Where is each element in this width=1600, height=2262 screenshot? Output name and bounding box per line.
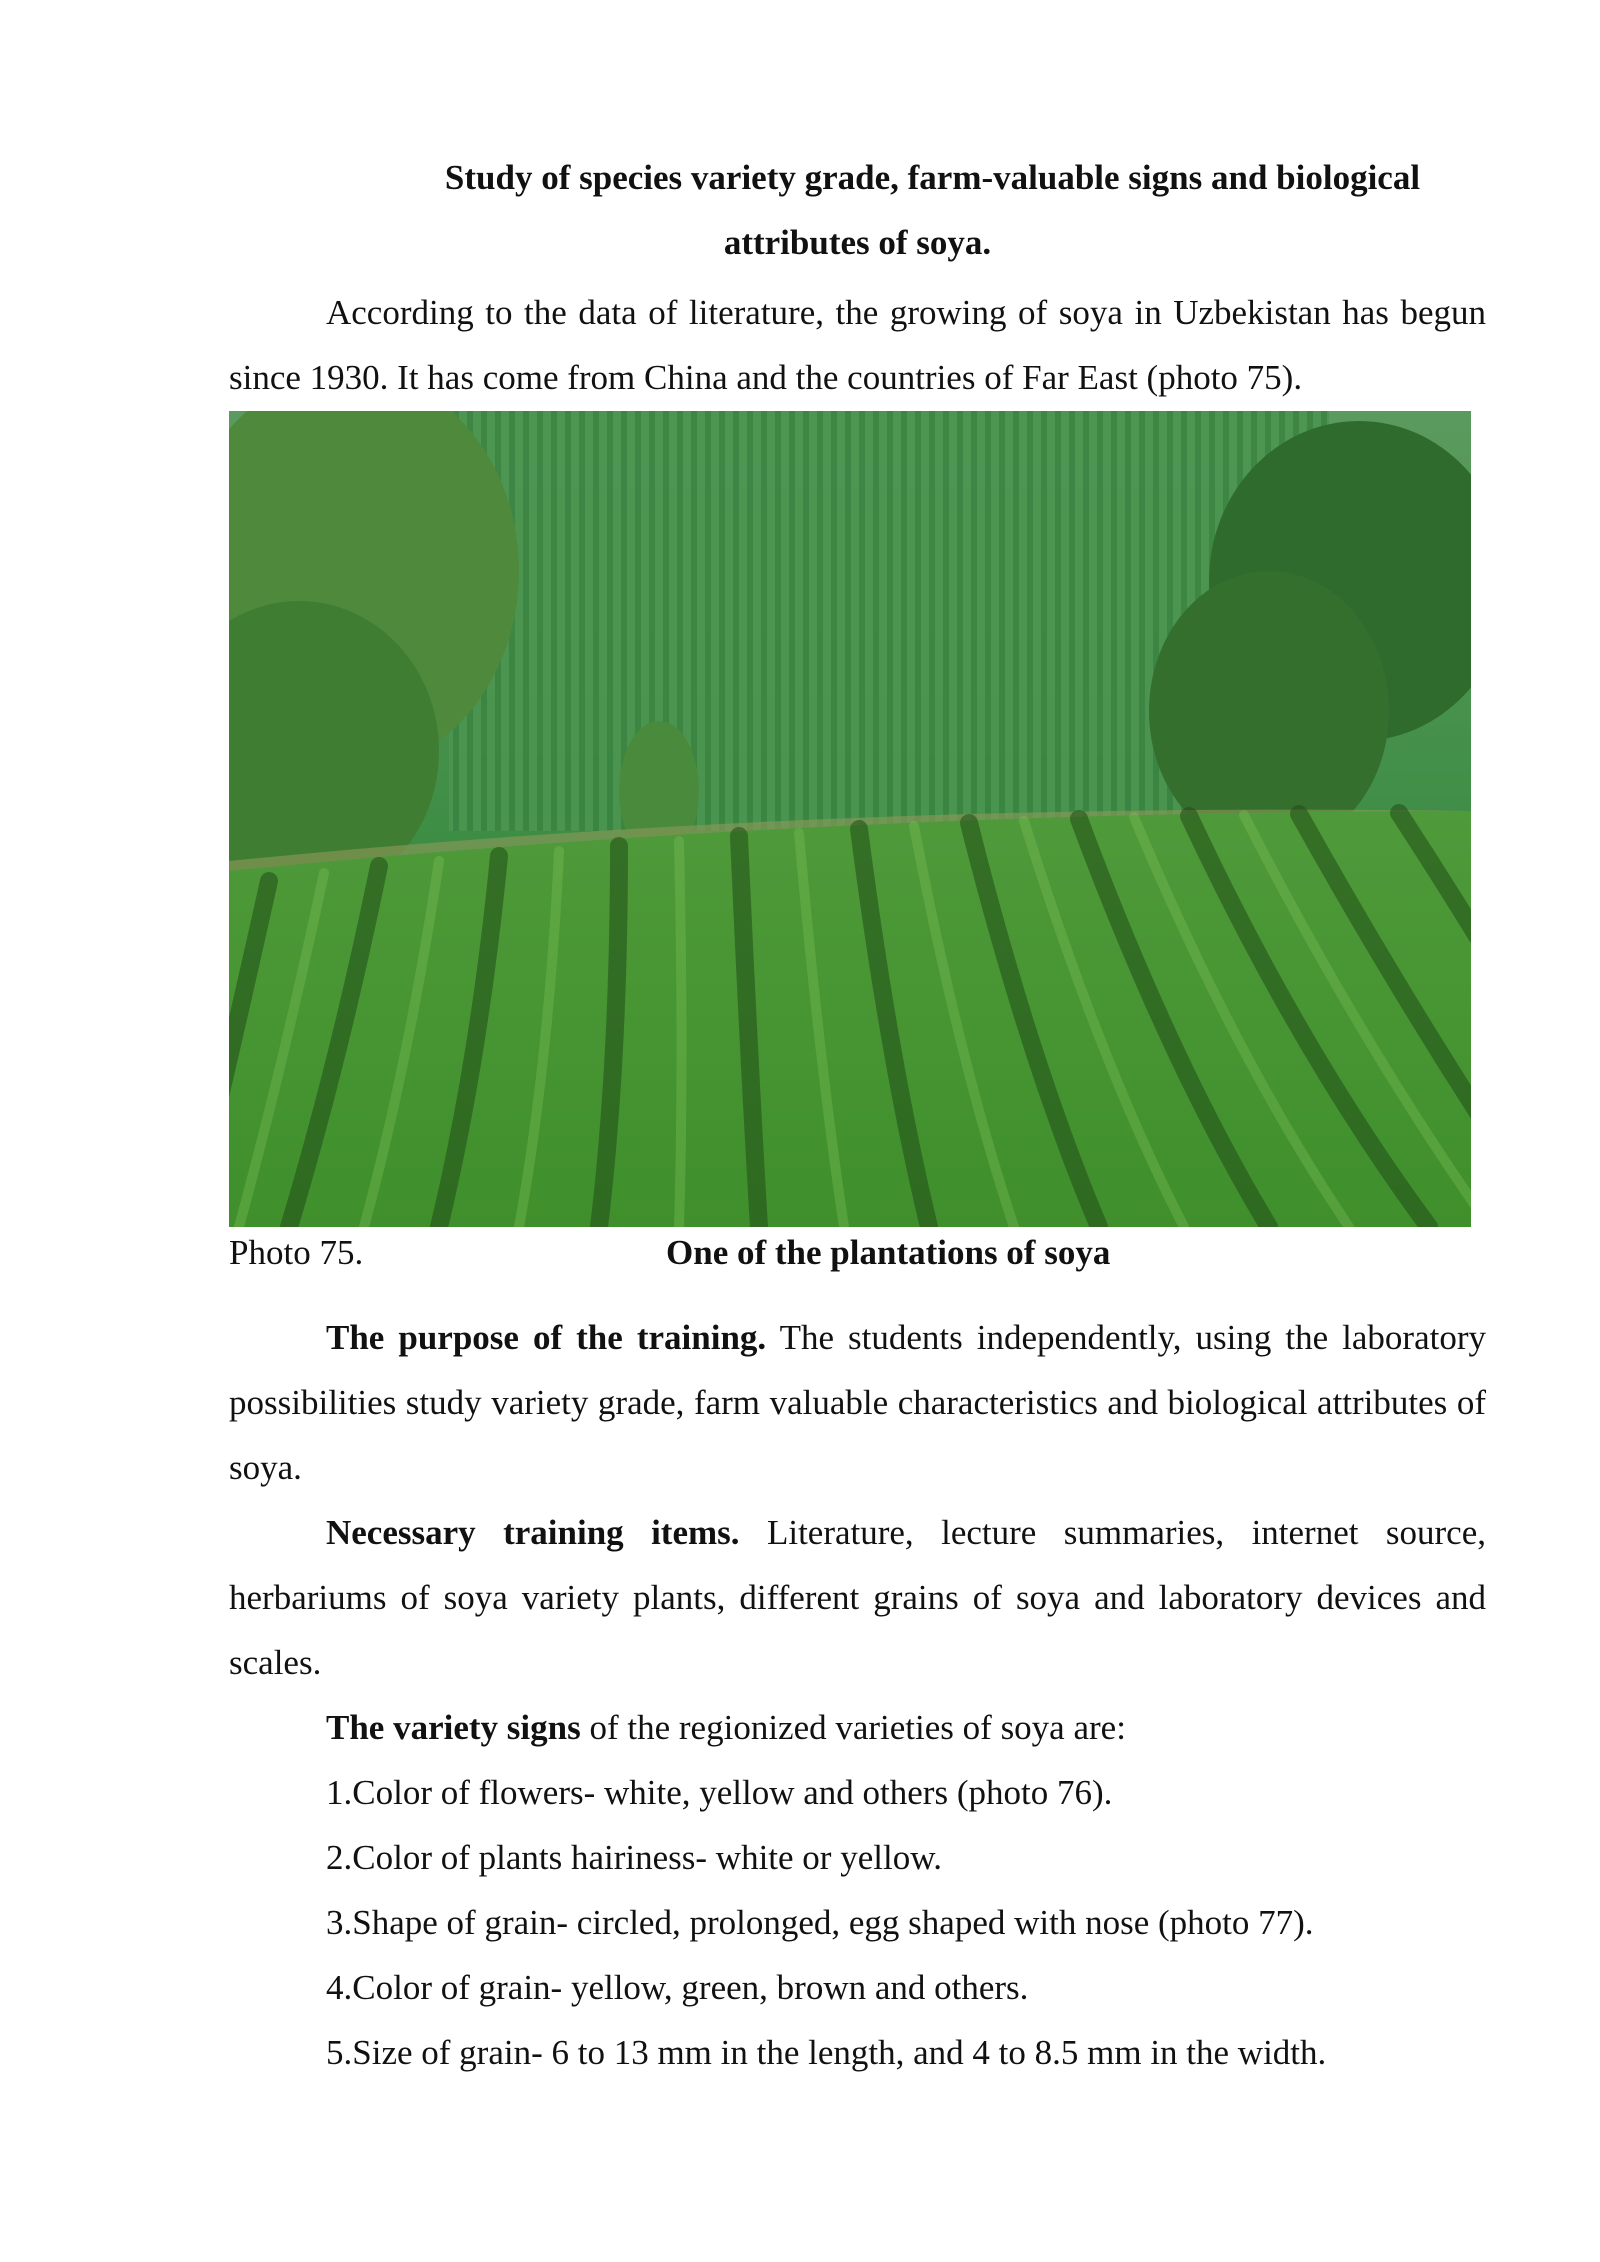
purpose-paragraph <box>229 1305 1486 1500</box>
document-title-line-1: Study of species variety grade, farm-valuable signs and biological <box>444 158 1421 197</box>
photo-caption-number: Photo 75. <box>229 1233 364 1272</box>
sign-item-4: 4.Color of grain- yellow, green, brown and others. <box>326 1968 1029 2007</box>
purpose-heading: The purpose of the training. <box>326 1318 767 1357</box>
signs-paragraph <box>229 1695 1486 1760</box>
items-paragraph <box>229 1500 1486 1695</box>
intro-text: According to the data of literature, the growing of soya in Uzbekistan has begun since 1930. It has come from China and the countries of Far East (photo 75). <box>229 293 1486 397</box>
photo-caption-text: One of the plantations of soya <box>666 1233 1111 1272</box>
sign-item-3: 3.Shape of grain- circled, prolonged, egg shaped with nose (photo 77). <box>326 1903 1314 1942</box>
purpose-text: The students independently, using the laboratory possibilities study variety grade, farm valuable characteristics and biological attributes of soya. <box>229 1318 1487 1487</box>
intro-paragraph <box>229 280 1486 410</box>
signs-text: of the regionized varieties of soya are: <box>589 1708 1126 1747</box>
soya-plantation-photo <box>229 411 1471 1227</box>
items-text: Literature, lecture summaries, internet source, herbariums of soya variety plants, different grains of soya and laboratory devices and scales. <box>229 1513 1486 1682</box>
sign-item-5: 5.Size of grain- 6 to 13 mm in the length, and 4 to 8.5 mm in the width. <box>326 2033 1327 2072</box>
sign-item-2: 2.Color of plants hairiness- white or yellow. <box>326 1838 942 1877</box>
items-heading: Necessary training items. <box>326 1513 740 1552</box>
sign-item-1: 1.Color of flowers- white, yellow and others (photo 76). <box>326 1773 1113 1812</box>
signs-heading: The variety signs <box>326 1708 581 1747</box>
document-title-line-2: attributes of soya. <box>723 223 992 262</box>
